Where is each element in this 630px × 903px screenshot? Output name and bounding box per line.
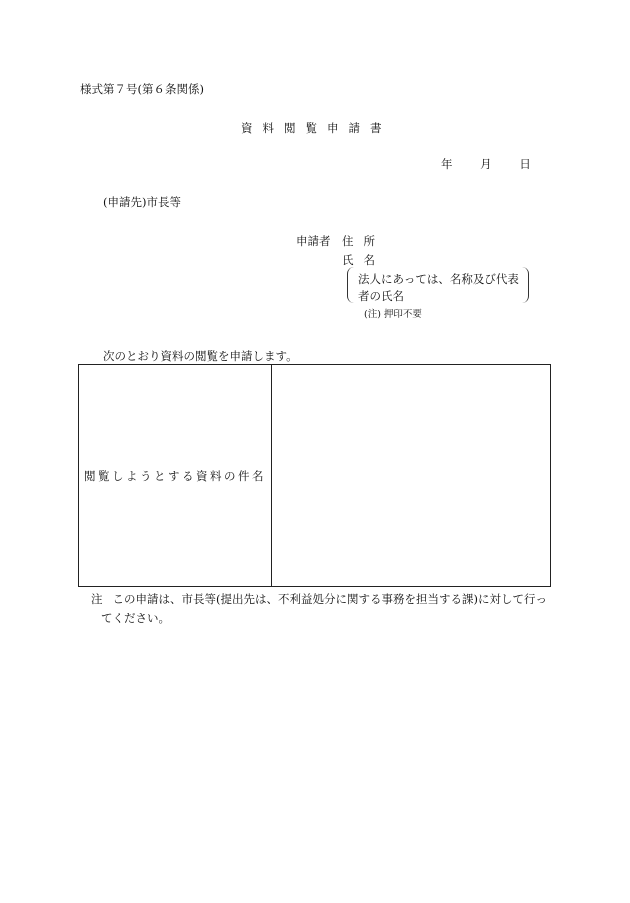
request-table xyxy=(78,364,551,587)
date-month-label: 月 xyxy=(480,157,492,171)
date-day-label: 日 xyxy=(519,157,531,171)
table-label-cell xyxy=(79,365,272,586)
material-title-field[interactable] xyxy=(272,365,550,586)
material-title-label: 閲覧しようとする資料の件名 xyxy=(84,468,266,483)
footnote-mark: 注 xyxy=(91,592,103,606)
footnote xyxy=(91,590,561,628)
footnote-line2: てください。 xyxy=(101,611,170,625)
date-year-label: 年 xyxy=(441,157,453,171)
date-line xyxy=(441,156,531,172)
page-title: 資料閲覧申請書 xyxy=(241,121,392,135)
form-number: 様式第７号(第６条関係) xyxy=(80,82,204,96)
addressee: (申請先)市長等 xyxy=(103,195,181,209)
intro-text: 次のとおり資料の閲覧を申請します。 xyxy=(103,349,298,363)
footnote-line1: この申請は、市長等(提出先は、不利益処分に関する事務を担当する課)に対して行っ xyxy=(112,592,547,606)
name-label: 氏名 xyxy=(342,253,385,267)
address-label: 住所 xyxy=(342,234,385,248)
applicant-label: 申請者 xyxy=(296,234,331,248)
seal-note: (注) 押印不要 xyxy=(364,309,422,320)
corporate-note: 法人にあっては、名称及び代表者の氏名 xyxy=(358,272,519,303)
